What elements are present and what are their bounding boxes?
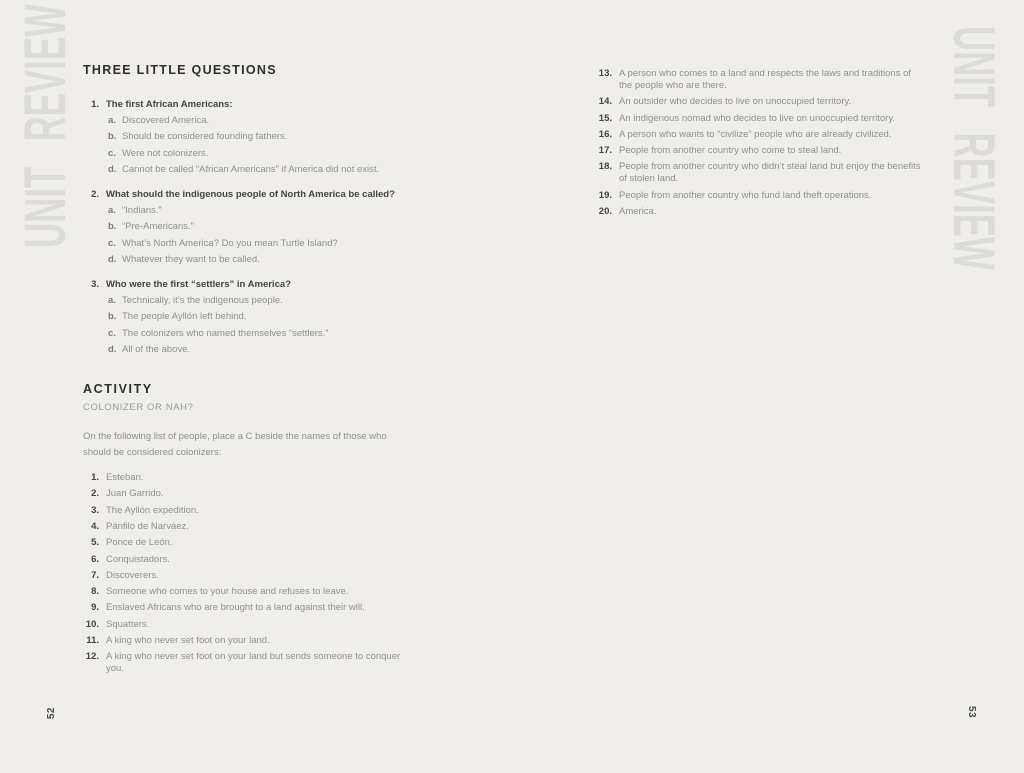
list-item bbox=[596, 96, 926, 108]
option-text: Were not colonizers. bbox=[122, 147, 209, 159]
right-margin-unit-review-label: UNIT REVIEW bbox=[940, 25, 1006, 270]
question-text: Who were the first “settlers” in America? bbox=[106, 279, 291, 291]
item-text: A king who never set foot on your land. bbox=[106, 635, 270, 647]
item-number: 14. bbox=[598, 96, 612, 108]
item-number: 7. bbox=[91, 569, 99, 581]
list-item bbox=[596, 129, 926, 141]
list-item bbox=[83, 635, 428, 647]
item-number: 15. bbox=[598, 112, 612, 124]
item-text: Ponce de León. bbox=[106, 537, 173, 549]
question-number: 1. bbox=[91, 99, 99, 110]
list-item bbox=[596, 113, 926, 125]
question-text: The first African Americans: bbox=[106, 99, 233, 110]
option-letter: b. bbox=[108, 311, 117, 323]
option-letter: c. bbox=[108, 237, 116, 249]
option-row bbox=[83, 309, 428, 325]
list-item bbox=[596, 68, 926, 92]
question-row bbox=[83, 97, 428, 113]
item-number: 12. bbox=[85, 651, 99, 663]
option-row bbox=[83, 326, 428, 342]
option-text: Should be considered founding fathers. bbox=[122, 131, 288, 143]
item-text: Someone who comes to your house and refuses to leave. bbox=[106, 586, 349, 598]
list-item bbox=[596, 206, 926, 218]
option-letter: a. bbox=[108, 115, 116, 127]
item-text: Enslaved Africans who are brought to a land against their will. bbox=[106, 602, 365, 614]
item-text: People from another country who didn’t steal land but enjoy the benefits of stolen land. bbox=[619, 161, 921, 185]
options-list bbox=[83, 203, 428, 268]
option-text: Cannot be called “African Americans” if America did not exist. bbox=[122, 163, 380, 175]
option-row bbox=[83, 113, 428, 129]
activity-instructions: On the following list of people, place a C beside the names of those who should be considered colonizers: bbox=[83, 431, 387, 459]
right-page-content bbox=[596, 68, 926, 222]
item-number: 16. bbox=[598, 128, 612, 140]
option-text: Discovered America. bbox=[122, 115, 210, 127]
question-text: What should the indigenous people of North America be called? bbox=[106, 189, 395, 201]
section-title-three-little-questions: THREE LITTLE QUESTIONS bbox=[83, 63, 277, 77]
list-item bbox=[83, 651, 428, 675]
item-number: 17. bbox=[598, 145, 612, 157]
item-text: Squatters. bbox=[106, 618, 150, 630]
option-text: Technically, it’s the indigenous people. bbox=[122, 295, 283, 307]
item-text: People from another country who fund land theft operations. bbox=[619, 189, 872, 201]
list-item bbox=[83, 472, 428, 484]
options-list bbox=[83, 113, 428, 178]
option-text: The people Ayllón left behind. bbox=[122, 311, 247, 323]
option-text: “Indians.” bbox=[122, 205, 162, 217]
list-item bbox=[83, 488, 428, 500]
option-letter: d. bbox=[108, 343, 117, 355]
item-number: 9. bbox=[91, 602, 99, 614]
item-text: Pánfilo de Narváez. bbox=[106, 520, 189, 532]
item-text: Esteban. bbox=[106, 472, 144, 484]
option-row bbox=[83, 342, 428, 358]
list-item bbox=[83, 586, 428, 598]
option-row bbox=[83, 293, 428, 309]
option-letter: c. bbox=[108, 147, 116, 159]
left-margin-unit-review-label: UNIT REVIEW bbox=[13, 4, 78, 249]
activity-items-list bbox=[83, 472, 428, 675]
item-number: 5. bbox=[91, 537, 99, 549]
questions-list bbox=[83, 97, 428, 358]
item-number: 19. bbox=[598, 189, 612, 201]
left-page-number: 52 bbox=[46, 707, 57, 720]
item-number: 18. bbox=[598, 161, 612, 173]
question-row bbox=[83, 277, 428, 293]
option-text: “Pre-Americans.” bbox=[122, 221, 194, 233]
option-row bbox=[83, 236, 428, 252]
item-text: The Ayllón expedition. bbox=[106, 504, 199, 516]
question-block bbox=[83, 97, 428, 178]
option-row bbox=[83, 203, 428, 219]
option-row bbox=[83, 219, 428, 235]
item-number: 8. bbox=[91, 586, 99, 598]
option-letter: b. bbox=[108, 131, 117, 143]
right-page-number: 53 bbox=[966, 706, 977, 719]
list-item bbox=[596, 190, 926, 202]
option-text: All of the above. bbox=[122, 343, 191, 355]
item-number: 11. bbox=[86, 635, 99, 647]
option-letter: d. bbox=[108, 163, 117, 175]
item-number: 20. bbox=[598, 206, 612, 218]
left-page-content bbox=[83, 63, 428, 680]
activity-subtitle: COLONIZER OR NAH? bbox=[83, 402, 194, 414]
list-item bbox=[83, 521, 428, 533]
item-number: 6. bbox=[91, 553, 99, 565]
question-block bbox=[83, 277, 428, 358]
option-letter: c. bbox=[108, 327, 116, 339]
question-row bbox=[83, 187, 428, 203]
question-number: 3. bbox=[91, 279, 99, 291]
item-text: An indigenous nomad who decides to live on unoccupied territory. bbox=[619, 112, 896, 124]
question-number: 2. bbox=[91, 189, 99, 201]
option-letter: a. bbox=[108, 295, 116, 307]
option-letter: b. bbox=[108, 221, 117, 233]
option-text: What’s North America? Do you mean Turtle Island? bbox=[122, 237, 338, 249]
item-text: A king who never set foot on your land but sends someone to conquer you. bbox=[106, 651, 401, 675]
item-text: An outsider who decides to live on unoccupied territory. bbox=[619, 96, 852, 108]
item-text: People from another country who come to steal land. bbox=[619, 145, 842, 157]
list-item bbox=[83, 554, 428, 566]
list-item bbox=[596, 161, 926, 185]
option-row bbox=[83, 129, 428, 145]
item-number: 2. bbox=[91, 488, 99, 500]
question-block bbox=[83, 187, 428, 268]
item-text: A person who wants to “civilize” people who are already civilized. bbox=[619, 128, 892, 140]
item-number: 10. bbox=[85, 618, 99, 630]
section-title-activity: ACTIVITY bbox=[83, 382, 153, 397]
list-item bbox=[83, 602, 428, 614]
option-row bbox=[83, 146, 428, 162]
item-text: Juan Garrido. bbox=[106, 488, 164, 500]
item-number: 13. bbox=[598, 68, 612, 79]
list-item bbox=[83, 570, 428, 582]
item-text: America. bbox=[619, 206, 657, 218]
option-row bbox=[83, 162, 428, 178]
option-text: The colonizers who named themselves “settlers.” bbox=[122, 327, 329, 339]
options-list bbox=[83, 293, 428, 358]
item-number: 3. bbox=[91, 504, 99, 516]
item-text: Discoverers. bbox=[106, 569, 159, 581]
item-text: A person who comes to a land and respects the laws and traditions of the people who are there. bbox=[619, 68, 912, 91]
activity-items-list-continued bbox=[596, 68, 926, 218]
list-item bbox=[83, 505, 428, 517]
list-item bbox=[83, 619, 428, 631]
option-letter: d. bbox=[108, 253, 117, 265]
option-row bbox=[83, 252, 428, 268]
list-item bbox=[83, 537, 428, 549]
item-text: Conquistadors. bbox=[106, 553, 170, 565]
option-letter: a. bbox=[108, 205, 116, 217]
item-number: 4. bbox=[91, 520, 99, 532]
option-text: Whatever they want to be called. bbox=[122, 253, 260, 265]
list-item bbox=[596, 145, 926, 157]
item-number: 1. bbox=[91, 472, 99, 484]
